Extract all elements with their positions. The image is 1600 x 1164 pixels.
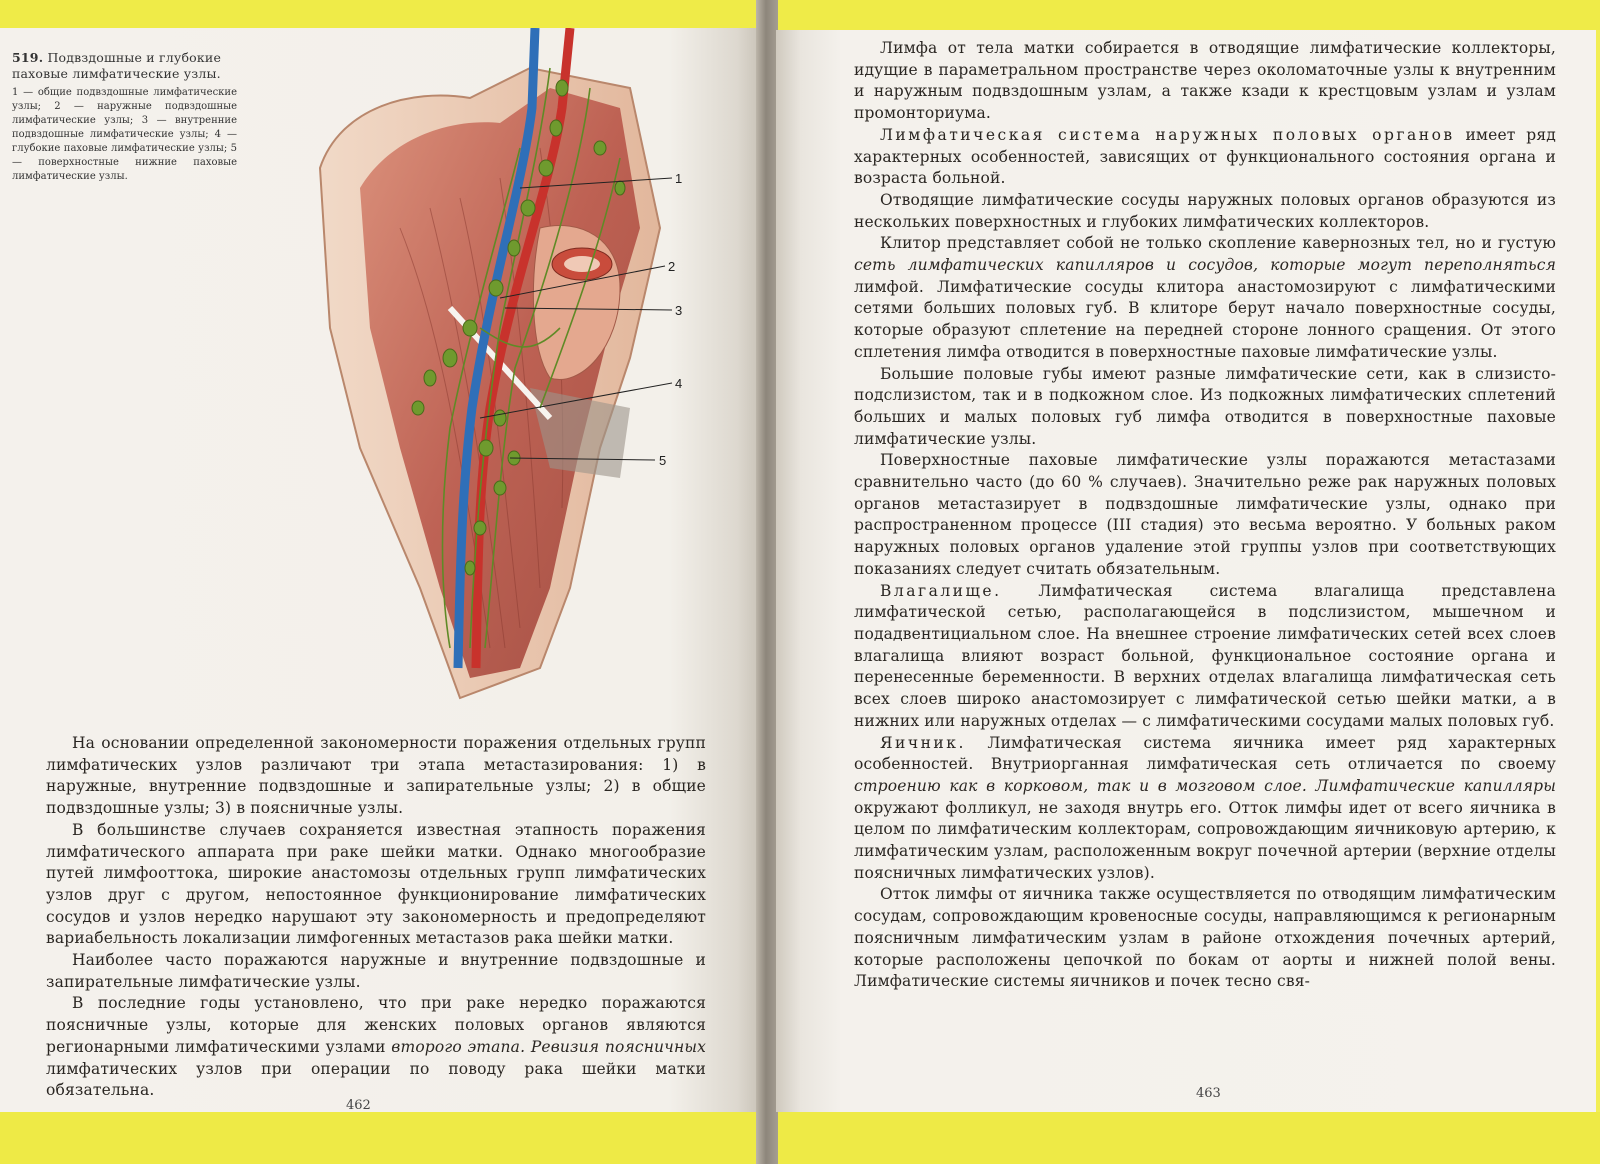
paragraph-italic: сеть лимфатических капилляров и сосудов, которые могут переполняться — [854, 256, 1556, 275]
figure-label-2: 2 — [668, 259, 676, 274]
paragraph-text: Клитор представляет собой не только скопление кавернозных тел, но и густую — [880, 234, 1556, 253]
paragraph-term: Влагалище. — [880, 581, 1002, 600]
figure-legend: 1 — общие подвздошные лимфатические узлы; 2 — наружные подвздошные лимфатические узлы; 3 — внутренние подвздошные лимфатические узлы; 4 — глубокие паховые лимфатические узлы; 5 — поверхностные нижние паховые лимфатические узлы. — [12, 87, 237, 182]
figure-caption — [12, 50, 237, 184]
paragraph: Большие половые губы имеют разные лимфатические сети, как в слизисто-подслизистом, так и в подкожном слое. Из подкожных лимфатических сплетений больших и малых половых губ лимфа отводится в поверхностные паховые лимфатические узлы. — [854, 364, 1556, 448]
anatomical-illustration — [300, 28, 710, 718]
paragraph-text: Лимфатическая система влагалища представлена лимфатической сетью, располагающейся в подслизистом, мышечном и подадвентициальном слое. На внешнее строение лимфатических сетей всех слоев влагалища влияют возраст больной, функциональное состояние органа и перенесенные беременности. В верхних отделах влагалища лимфатическая сеть всех слоев широко анастомозирует с лимфатической сетью шейки матки, а в нижних или наружных отделах — с лимфатическими сосудами малых половых губ. — [854, 581, 1556, 730]
paragraph-text: В последние годы установлено, что при раке нередко поражаются поясничные узлы, которые для женских половых органов являются регионарными лимфатическими узлами — [46, 994, 706, 1056]
paragraph-italic: второго этапа. Ревизия поясничных — [391, 1037, 706, 1056]
paragraph — [46, 993, 706, 1102]
left-page-text — [46, 733, 706, 1102]
right-page — [776, 30, 1596, 1112]
scanner-band-bottom — [0, 1112, 1600, 1164]
scanner-band-top — [0, 0, 1600, 30]
paragraph: Лимфа от тела матки собирается в отводящие лимфатические коллекторы, идущие в параметральном пространстве через околоматочные узлы к внутренним и наружным подвздошным узлам, а также кзади к крестцовым узлам и узлам промонториума. — [854, 39, 1556, 123]
left-page — [0, 28, 760, 1112]
figure-label-1: 1 — [675, 171, 683, 186]
paragraph — [854, 581, 1556, 733]
figure-label-5: 5 — [659, 453, 667, 468]
paragraph: Наиболее часто поражаются наружные и внутренние подвздошные и запирательные лимфатические узлы. — [46, 951, 706, 991]
figure-caption-title — [12, 50, 237, 82]
paragraph: В большинстве случаев сохраняется известная этапность поражения лимфатического аппарата при раке шейки матки. Однако многообразие путей лимфооттока, широкие анастомозы отдельных групп лимфатических узлов друг с другом, непостоянное функционирование лимфатических сосудов и узлов нередко нарушают эту закономерность и предопределяют вариабельность локализации лимфогенных метастазов рака шейки матки. — [46, 820, 706, 948]
figure-label-4: 4 — [675, 376, 683, 391]
paragraph-text: имеет ряд характерных особенностей, зависящих от функционального состояния органа и возраста больной. — [854, 125, 1556, 188]
paragraph-text: лимфатических узлов при операции по поводу рака шейки матки обязательна. — [46, 1059, 706, 1100]
paragraph-text: окружают фолликул, не заходя внутрь его. Отток лимфы идет от всего яичника в целом по лимфатическим коллекторам, сопровождающим яичниковую артерию, к лимфатическим узлам, расположенным вокруг почечной артерии (верхние отделы поясничных лимфатических узлов). — [854, 798, 1556, 882]
paragraph — [854, 233, 1556, 363]
paragraph: Отток лимфы от яичника также осуществляется по отводящим лимфатическим сосудам, сопровождающим кровеносные сосуды, направляющимся к регионарным поясничным лимфатическим узлам в районе отхождения почечных артерий, которые расположены цепочкой по бокам от аорты и нижней полой вены. Лимфатические системы яичников и почек тесно свя- — [854, 885, 1556, 991]
paragraph-term: Лимфатическая система наружных половых органов — [880, 125, 1455, 144]
page-number-left: 462 — [346, 1098, 371, 1112]
paragraph-text: Лимфатическая система яичника имеет ряд характерных особенностей. Внутриорганная лимфатическая сеть отличается по своему — [854, 733, 1556, 774]
paragraph: Поверхностные паховые лимфатические узлы поражаются метастазами сравнительно часто (до 60 % случаев). Значительно реже рак наружных половых органов метастазирует в подвздошные лимфатические узлы, однако при распространенном процессе (III стадия) это весьма вероятно. У больных раком наружных половых органов удаление этой группы узлов при соответствующих показаниях следует считать обязательным. — [854, 451, 1556, 578]
paragraph: Отводящие лимфатические сосуды наружных половых органов образуются из нескольких поверхностных и глубоких лимфатических коллекторов. — [854, 190, 1556, 231]
right-page-text — [854, 38, 1556, 993]
page-number-right: 463 — [1196, 1086, 1221, 1101]
figure-label-3: 3 — [675, 303, 683, 318]
paragraph: На основании определенной закономерности поражения отдельных групп лимфатических узлов различают три этапа метастазирования: 1) в наружные, внутренние подвздошные и запирательные узлы; 2) в общие подвздошные узлы; 3) в поясничные узлы. — [46, 734, 706, 818]
paragraph-italic: строению как в корковом, так и в мозговом слое. Лимфатические капилляры — [854, 776, 1556, 795]
book-gutter — [756, 0, 778, 1164]
paragraph-text: лимфой. Лимфатические сосуды клитора анастомозируют с лимфатическими сетями больших половых губ. В клиторе берут начало поверхностные сосуды, которые образуют сплетение на передней стороне лонного сращения. От этого сплетения лимфа отводится в поверхностные паховые лимфатические узлы. — [854, 277, 1556, 361]
figure-number: 519. — [12, 50, 44, 65]
paragraph-term: Яичник. — [880, 733, 966, 752]
paragraph — [854, 733, 1556, 885]
paragraph — [854, 125, 1556, 190]
figure-title: Подвздошные и глубокие паховые лимфатические узлы. — [12, 50, 222, 81]
